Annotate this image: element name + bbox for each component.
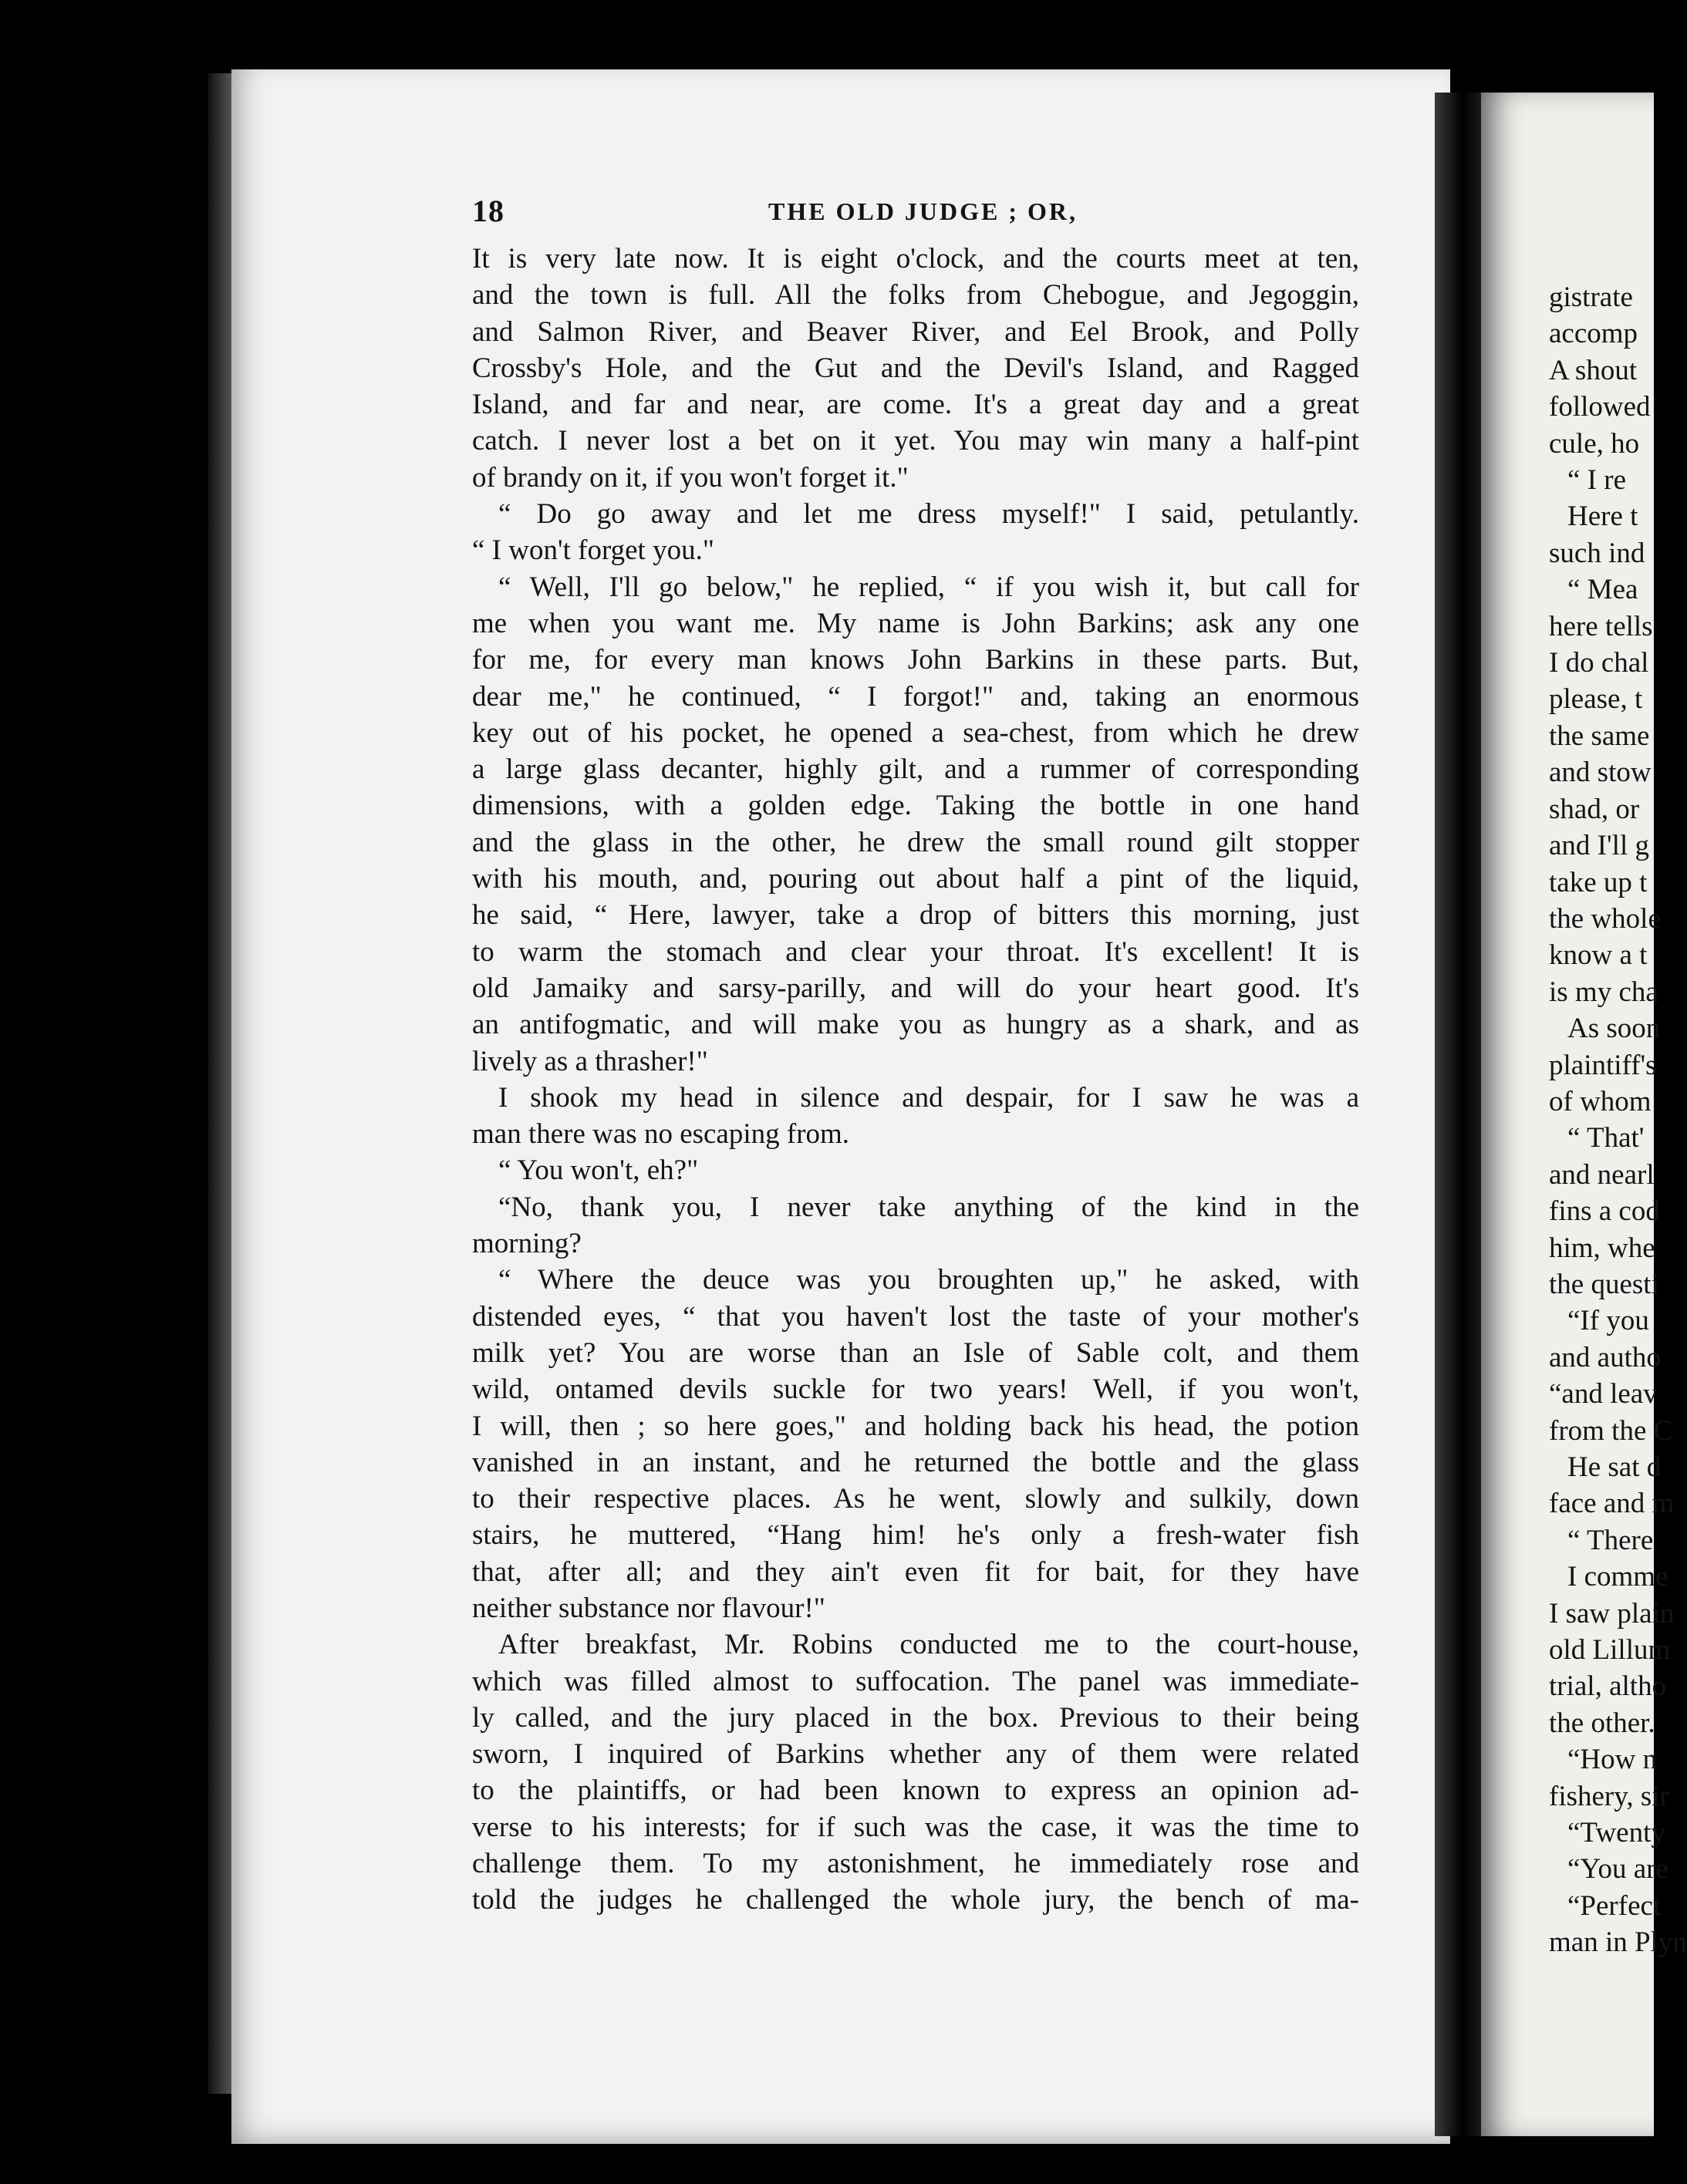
text-line: and the glass in the other, he drew the small round gilt stopper	[472, 826, 1359, 858]
text-line: challenge them. To my astonishment, he immediately rose and	[472, 1848, 1359, 1880]
text-line: After breakfast, Mr. Robins conducted me to the court-house,	[498, 1629, 1359, 1661]
text-line: “No, thank you, I never take anything of the kind in the	[498, 1191, 1359, 1223]
text-line: dimensions, with a golden edge. Taking the bottle in one hand	[472, 790, 1359, 822]
text-line: with his mouth, and, pouring out about half a pint of the liquid,	[472, 863, 1359, 895]
text-line: that, after all; and they ain't even fit for bait, for they have	[472, 1555, 1359, 1588]
book-gutter	[1435, 93, 1481, 2136]
text-line: neither substance nor flavour!"	[472, 1592, 825, 1624]
text-line: accomp	[1549, 318, 1638, 350]
text-line: me when you want me. My name is John Barkins; ask any one	[472, 607, 1359, 639]
text-line: “ I re	[1567, 464, 1626, 497]
text-line: stairs, he muttered, “Hang him! he's only a fresh-water fish	[472, 1519, 1359, 1552]
text-line: Island, and far and near, are come. It's a great day and a great	[472, 389, 1359, 421]
text-line: verse to his interests; for if such was the case, it was the time to	[472, 1811, 1359, 1843]
text-line: for me, for every man knows John Barkins in these parts. But,	[472, 644, 1359, 676]
text-line: the whole	[1549, 902, 1661, 935]
text-line: lively as a thrasher!"	[472, 1045, 708, 1077]
text-line: here tells	[1549, 610, 1653, 642]
text-line: old Lillum	[1549, 1634, 1671, 1667]
text-line: shad, or	[1549, 793, 1640, 825]
text-line: “ Where the deuce was you broughten up," he asked, with	[498, 1264, 1359, 1296]
facing-page-text-fragment	[1549, 279, 1687, 1961]
text-line: I shook my head in silence and despair, for I saw he was a	[498, 1081, 1359, 1114]
text-line: and nearl	[1549, 1158, 1655, 1191]
text-line: man there was no escaping from.	[472, 1118, 850, 1151]
text-line: an antifogmatic, and will make you as hungry as a shark, and as	[472, 1009, 1359, 1041]
text-line: man in Plyn	[1549, 1926, 1687, 1959]
text-line: and autho	[1549, 1341, 1661, 1373]
text-line: I do chal	[1549, 647, 1649, 679]
text-line: ly called, and the jury placed in the box. Previous to their being	[472, 1701, 1359, 1734]
text-line: “How n	[1567, 1744, 1658, 1776]
text-line: I will, then ; so here goes," and holding back his head, the potion	[472, 1410, 1359, 1442]
page-body-text	[472, 241, 1359, 1919]
text-line: of whom	[1549, 1085, 1652, 1117]
text-line: “ I won't forget you."	[472, 534, 714, 567]
text-line: It is very late now. It is eight o'clock, and the courts meet at ten,	[472, 243, 1359, 275]
text-line: I comme	[1567, 1561, 1668, 1593]
text-line: “ There	[1567, 1524, 1654, 1556]
running-head: THE OLD JUDGE ; OR,	[768, 197, 1078, 225]
text-line: to the plaintiffs, or had been known to express an opinion ad-	[472, 1775, 1359, 1807]
text-line: “ Do go away and let me dress myself!" I said, petulantly.	[498, 498, 1359, 531]
text-line: “ Well, I'll go below," he replied, “ if you wish it, but call for	[498, 571, 1359, 603]
text-line: morning?	[472, 1228, 582, 1260]
text-line: vanished in an instant, and he returned the bottle and the glass	[472, 1446, 1359, 1478]
text-line: and Salmon River, and Beaver River, and Eel Brook, and Polly	[472, 315, 1359, 348]
text-line: of brandy on it, if you won't forget it."	[472, 461, 909, 494]
text-line: “You are	[1567, 1853, 1668, 1886]
text-line: which was filled almost to suffocation. The panel was immediate-	[472, 1665, 1359, 1697]
text-line: him, whe	[1549, 1232, 1655, 1264]
text-line: “ You won't, eh?"	[498, 1154, 699, 1187]
text-line: and the town is full. All the folks from Chebogue, and Jegoggin,	[472, 279, 1359, 312]
text-line: take up t	[1549, 866, 1648, 898]
text-line: Here t	[1567, 501, 1638, 533]
text-line: old Jamaiky and sarsy-parilly, and will do your heart good. It's	[472, 972, 1359, 1004]
text-line: fishery, sir	[1549, 1780, 1669, 1812]
text-line: to warm the stomach and clear your throat. It's excellent! It is	[472, 935, 1359, 968]
text-line: A shout	[1549, 354, 1638, 386]
text-line: “and leav	[1549, 1378, 1658, 1410]
text-line: followed	[1549, 391, 1651, 423]
text-line: know a t	[1549, 939, 1648, 972]
text-line: dear me," he continued, “ I forgot!" and, taking an enormous	[472, 680, 1359, 713]
text-line: wild, ontamed devils suckle for two years! Well, if you won't,	[472, 1373, 1359, 1406]
text-line: He sat d	[1567, 1451, 1662, 1483]
text-line: “Perfect	[1567, 1889, 1662, 1922]
text-line: key out of his pocket, he opened a sea-chest, from which he drew	[472, 716, 1359, 749]
text-line: he said, “ Here, lawyer, take a drop of bitters this morning, just	[472, 899, 1359, 932]
text-line: such ind	[1549, 537, 1645, 569]
text-line: cule, ho	[1549, 427, 1640, 460]
text-line: told the judges he challenged the whole jury, the bench of ma-	[472, 1884, 1359, 1916]
text-line: from the C	[1549, 1414, 1673, 1447]
text-line: plaintiff's	[1549, 1049, 1657, 1081]
text-line: “ Mea	[1567, 574, 1638, 606]
text-line: I saw plain	[1549, 1597, 1675, 1630]
text-line: milk yet? You are worse than an Isle of Sable colt, and them	[472, 1336, 1359, 1369]
text-line: a large glass decanter, highly gilt, and a rummer of corresponding	[472, 753, 1359, 786]
text-line: is my cha	[1549, 976, 1658, 1008]
text-line: face and m	[1549, 1488, 1675, 1520]
page-number: 18	[472, 194, 504, 228]
text-line: please, t	[1549, 683, 1643, 716]
text-line: fins a cod	[1549, 1195, 1660, 1228]
text-line: to their respective places. As he went, slowly and sulkily, down	[472, 1483, 1359, 1515]
text-line: Crossby's Hole, and the Gut and the Devil's Island, and Ragged	[472, 352, 1359, 384]
text-line: and stow	[1549, 757, 1652, 789]
text-line: the questi	[1549, 1268, 1659, 1300]
text-line: sworn, I inquired of Barkins whether any of them were related	[472, 1738, 1359, 1771]
text-line: trial, altho	[1549, 1670, 1667, 1703]
text-line: “Twenty	[1567, 1817, 1665, 1849]
text-line: and I'll g	[1549, 830, 1649, 862]
text-line: “ That'	[1567, 1122, 1645, 1154]
text-line: distended eyes, “ that you haven't lost the taste of your mother's	[472, 1300, 1359, 1333]
text-line: the same	[1549, 720, 1650, 752]
text-line: As soon	[1567, 1013, 1661, 1045]
text-line: catch. I never lost a bet on it yet. You may win many a half-pint	[472, 425, 1359, 457]
text-line: gistrate	[1549, 281, 1633, 313]
text-line: the other.	[1549, 1707, 1655, 1739]
text-line: “If you	[1567, 1305, 1649, 1337]
